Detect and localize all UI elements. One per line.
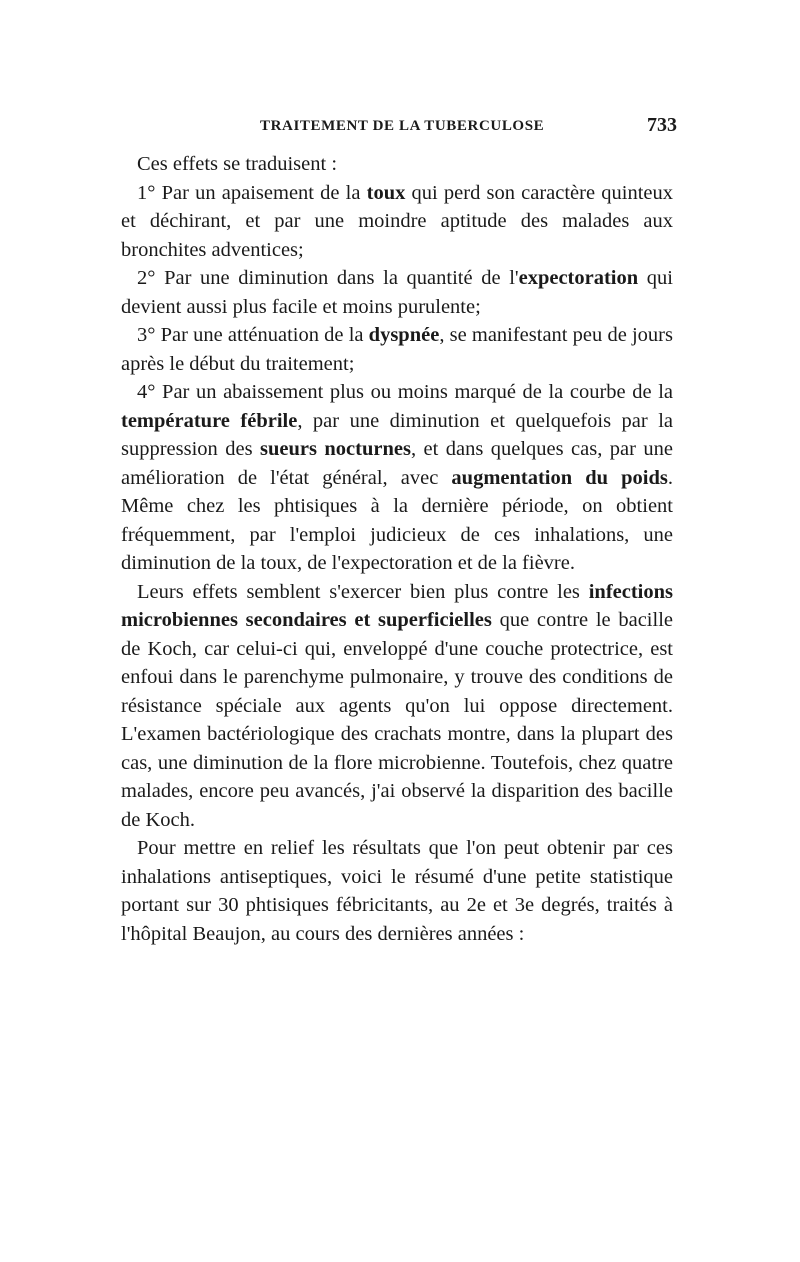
text-run: 4° Par un abaissement plus ou moins marqué de la courbe de la bbox=[137, 381, 673, 403]
text-run: Ces effets se traduisent : bbox=[137, 153, 338, 175]
text-run: , et dans quelques cas, par une amélioration de l'état général, avec bbox=[121, 438, 673, 489]
text-run: . Même chez les phtisiques à la dernière période, on obtient fréquemment, par l'emploi judicieux de ces inhalations, une diminution de la toux, de l'expectoration et de la fièvre. bbox=[121, 466, 673, 574]
page-number: 733 bbox=[647, 114, 677, 136]
text-run: , par une diminution et quelquefois par la suppression des bbox=[121, 409, 673, 460]
paragraph-item-2 bbox=[121, 264, 673, 321]
text-run: Leurs effets semblent s'exercer bien plus contre les bbox=[137, 580, 589, 603]
bold-term: dyspnée bbox=[368, 324, 440, 346]
running-header bbox=[122, 114, 677, 144]
body-text bbox=[121, 150, 673, 948]
bold-term: expectoration bbox=[518, 267, 639, 289]
text-run: , se manifestant peu de jours après le début du traitement; bbox=[121, 324, 673, 375]
running-title: TRAITEMENT DE LA TUBERCULOSE bbox=[260, 118, 545, 134]
paragraph-intro bbox=[121, 150, 673, 179]
text-run: 3° Par une atténuation de la bbox=[137, 324, 369, 346]
text-run: Pour mettre en relief les résultats que l'on peut obtenir par ces inhalations antiseptiques, voici le résumé d'une petite statistique portant sur 30 phtisiques fébricitants, au 2e et 3e degrés, traités à l'hôpital Beaujon, au cours des dernières années : bbox=[121, 837, 673, 945]
text-run: 2° Par une diminution dans la quantité de l' bbox=[137, 267, 519, 289]
paragraph-statistics bbox=[121, 834, 673, 948]
bold-term: infections microbiennes secondaires et superficielles bbox=[121, 580, 673, 631]
bold-term: augmentation du poids bbox=[451, 466, 668, 489]
bold-term: température fébrile bbox=[121, 409, 298, 432]
bold-term: sueurs nocturnes bbox=[260, 438, 411, 460]
text-run: 1° Par un apaisement de la bbox=[137, 181, 367, 204]
text-run: qui perd son caractère quinteux et déchirant, et par une moindre aptitude des malades aux bronchites adventices; bbox=[121, 181, 673, 261]
paragraph-effects bbox=[121, 578, 673, 835]
paragraph-item-1 bbox=[121, 179, 673, 265]
paragraph-item-3 bbox=[121, 321, 673, 378]
text-run: qui devient aussi plus facile et moins purulente; bbox=[121, 267, 673, 318]
bold-term: toux bbox=[366, 181, 406, 204]
text-run: que contre le bacille de Koch, car celui-ci qui, enveloppé d'une couche protectrice, est enfoui dans le parenchyme pulmonaire, y trouve des conditions de résistance spéciale aux agents qu'on lui oppose directement. L'examen bactériologique des crachats montre, dans la plupart des cas, une diminution de la flore microbienne. Toutefois, chez quatre malades, encore peu avancés, j'ai observé la disparition des bacille de Koch. bbox=[121, 609, 673, 831]
paragraph-item-4 bbox=[121, 378, 673, 578]
